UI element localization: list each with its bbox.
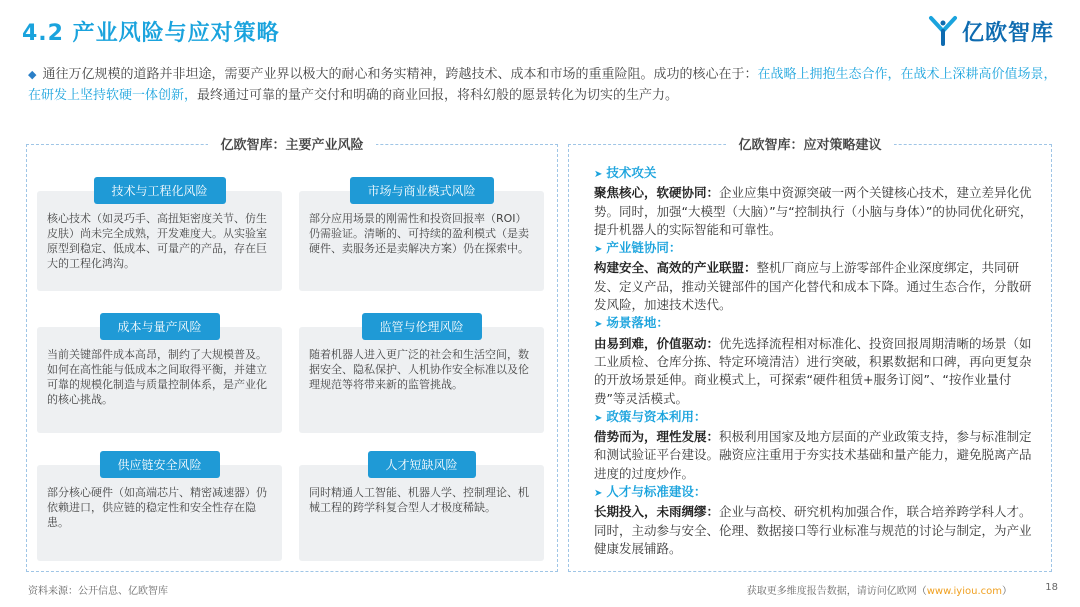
footer-more-info: [747, 582, 1012, 597]
page-title: 4.2 产业风险与应对策略: [22, 21, 280, 46]
triangle-right-icon: ➤: [594, 169, 603, 180]
strategy-section-tech: [594, 164, 1034, 239]
diamond-bullet-icon: ◆: [28, 68, 37, 81]
intro-paragraph: [28, 64, 1058, 106]
risk-desc-regulation: 随着机器人进入更广泛的社会和生活空间，数据安全、隐私保护、人机协作安全标准以及伦理规范等将带来新的监管挑战。: [299, 327, 544, 433]
yiou-logo-icon: [928, 15, 958, 47]
risk-label-tech: 技术与工程化风险: [93, 177, 225, 204]
footer-link[interactable]: www.iyiou.com: [926, 586, 1002, 597]
strategy-title-chain: [594, 239, 1034, 259]
risks-panel: [26, 138, 558, 572]
intro-highlight: 在战略上拥抱生态合作，在战术上深耕高价值场景，在研发上坚持软硬一体创新，: [28, 67, 1057, 103]
page-number: 18: [1045, 582, 1058, 593]
strategy-title-text: 人才与标准建设：: [606, 484, 707, 500]
risk-label-talent: 人才短缺风险: [367, 451, 475, 478]
strategy-lead: 聚焦核心，软硬协同：: [594, 185, 720, 201]
strategy-title-text: 产业链协同：: [606, 240, 682, 256]
risk-desc-supply: 部分核心硬件（如高端芯片、精密减速器）仍依赖进口，供应链的稳定性和安全性存在隐患。: [37, 465, 282, 561]
strategy-title-text: 政策与资本利用：: [606, 408, 707, 424]
risk-desc-talent: 同时精通人工智能、机器人学、控制理论、机械工程的跨学科复合型人才极度稀缺。: [299, 465, 544, 561]
strategy-body-tech: [594, 184, 1034, 239]
strategy-lead: 由易到难，价值驱动：: [594, 335, 720, 351]
risk-label-cost: 成本与量产风险: [99, 313, 219, 340]
strategy-body-talent: [594, 503, 1034, 558]
strategy-list: [594, 164, 1034, 558]
strategy-title-talent: [594, 483, 1034, 503]
strategy-section-chain: [594, 239, 1034, 314]
footer-more-text: 获取更多维度报告数据，请访问亿欧网（: [746, 586, 927, 597]
triangle-right-icon: ➤: [594, 244, 603, 256]
strategy-text: 优先选择流程相对标准化、投资回报周期清晰的场景（如工业质检、仓库分拣、特定环境清洁）进行突破，积累数据和口碑，再向更复杂的开放场景延伸。商业模式上，可探索“硬件租赁+服务订阅”、“按作业量付费”等灵活模式。: [594, 335, 1032, 406]
strategy-text: 企业应集中资源突破一两个关键核心技术，建立差异化优势。同时，加强“大模型（大脑）”与“控制执行（小脑与身体）”的协同优化研究，提升机器人的实际智能和可靠性。: [594, 185, 1033, 237]
risk-desc-cost: 当前关键部件成本高昂，制约了大规模普及。如何在高性能与低成本之间取得平衡，并建立可靠的规模化制造与质量控制体系，是产业化的核心挑战。: [37, 327, 282, 433]
strategy-title-text: 技术攻关: [606, 165, 657, 180]
intro-text-after: 最终通过可靠的量产交付和明确的商业回报，将科幻般的愿景转化为切实的生产力。: [197, 88, 679, 103]
strategy-text: 整机厂商应与上游零部件企业深度绑定，共同研发、定义产品，推动关键部件的国产化替代和成本下降。通过生态合作，分散研发风险，加速技术迭代。: [594, 260, 1032, 313]
brand-logo: [928, 14, 1054, 48]
risk-label-market: 市场与商业模式风险: [349, 177, 493, 204]
risks-panel-title-wrap: [27, 134, 557, 153]
strategy-title-tech: [594, 164, 1034, 184]
strategy-lead: 构建安全、高效的产业联盟：: [594, 260, 757, 276]
strategy-lead: 长期投入，未雨绸缪：: [594, 504, 720, 520]
risk-desc-market: 部分应用场景的刚需性和投资回报率（ROI）仍需验证。清晰的、可持续的盈利模式（是卖硬件、卖服务还是卖解决方案）仍在探索中。: [299, 191, 544, 291]
strategy-body-policy: [594, 428, 1034, 483]
risk-label-supply: 供应链安全风险: [99, 451, 219, 478]
source-note: 资料来源：公开信息、亿欧智库: [28, 586, 168, 597]
strategy-title-policy: [594, 408, 1034, 428]
intro-text-before: 通往万亿规模的道路并非坦途，需要产业界以极大的耐心和务实精神，跨越技术、成本和市场的重重险阻。成功的核心在于：: [42, 67, 758, 82]
strategy-title-text: 场景落地：: [606, 315, 669, 331]
strategy-body-chain: [594, 259, 1034, 314]
strategies-panel-title: 亿欧智库：应对策略建议: [726, 138, 893, 153]
logo-text: 亿欧智库: [961, 20, 1054, 46]
triangle-right-icon: ➤: [594, 412, 603, 424]
strategy-section-scenario: [594, 314, 1034, 407]
strategy-section-policy: [594, 408, 1034, 483]
strategy-text: 积极利用国家及地方层面的产业政策支持，参与标准制定和测试验证平台建设。融资应注重用于夯实技术基础和量产能力，避免脱离产品进度的过度炒作。: [594, 429, 1032, 481]
strategy-section-talent: [594, 483, 1034, 558]
risk-desc-tech: 核心技术（如灵巧手、高扭矩密度关节、仿生皮肤）尚未完全成熟，开发难度大。从实验室原型到稳定、低成本、可量产的产品，存在巨大的工程化鸿沟。: [37, 191, 282, 291]
footer-more-text-end: ）: [1002, 586, 1012, 597]
triangle-right-icon: ➤: [594, 488, 603, 500]
risks-panel-title: 亿欧智库：主要产业风险: [208, 138, 375, 153]
strategy-lead: 借势而为，理性发展：: [594, 429, 720, 445]
risk-label-regulation: 监管与伦理风险: [361, 313, 481, 340]
strategy-text: 企业与高校、研究机构加强合作，联合培养跨学科人才。同时，主动参与安全、伦理、数据接口等行业标准与规范的讨论与制定，为产业健康发展铺路。: [594, 504, 1032, 556]
strategy-title-scenario: [594, 314, 1034, 334]
strategies-panel-title-wrap: [569, 134, 1051, 153]
triangle-right-icon: ➤: [594, 319, 603, 331]
strategy-body-scenario: [594, 335, 1034, 408]
